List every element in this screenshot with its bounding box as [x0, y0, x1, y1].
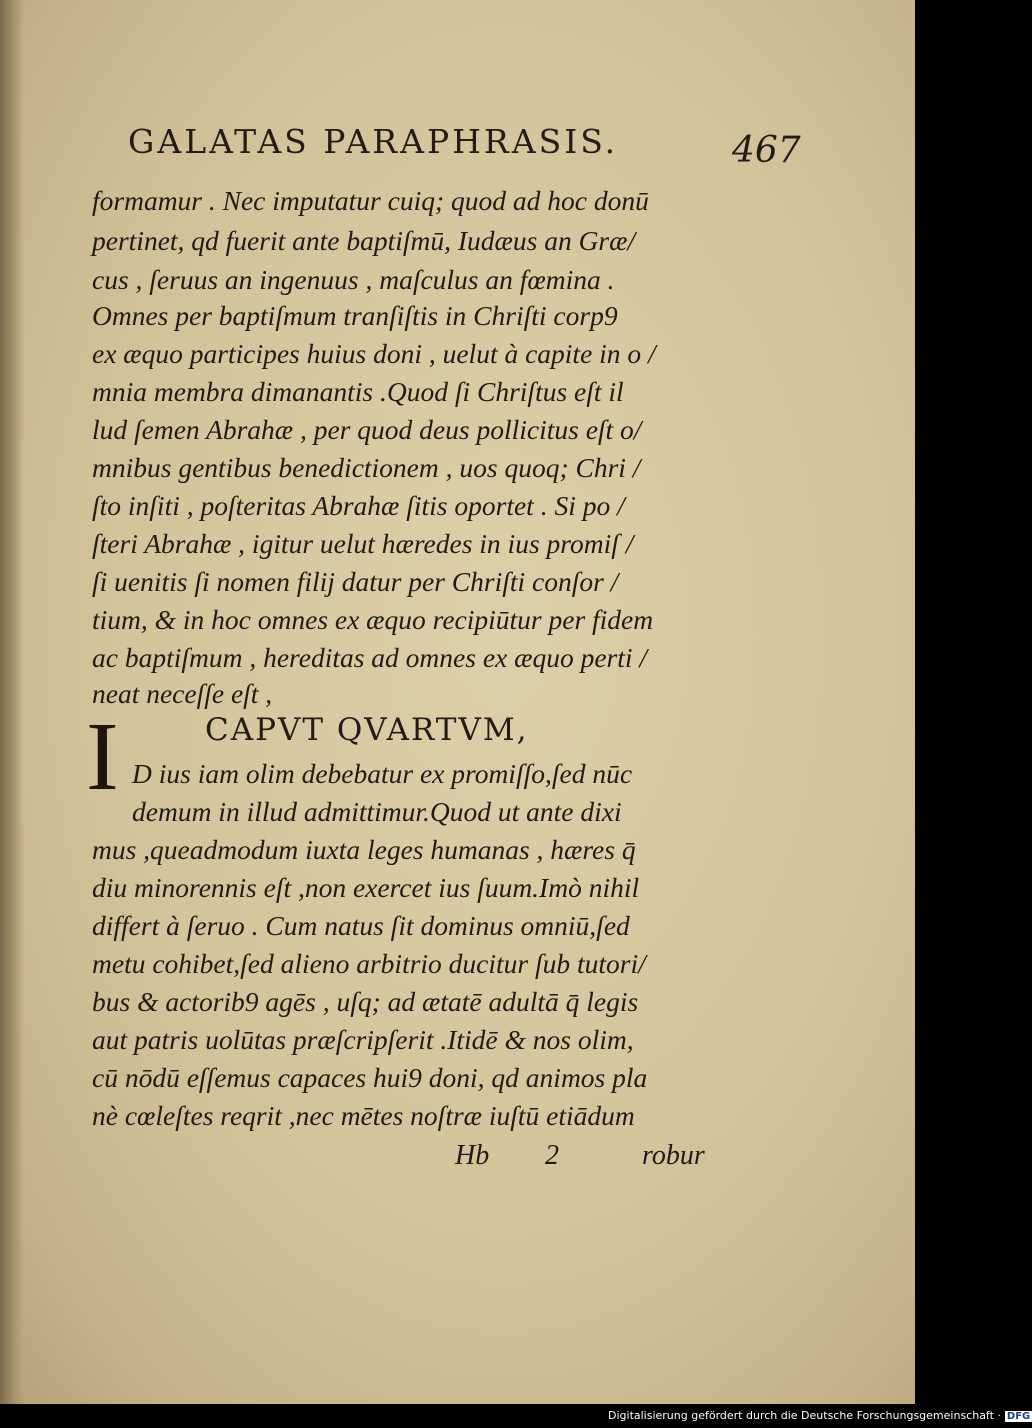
- page-gutter-shadow: [0, 0, 24, 1404]
- running-title: GALATAS PARAPHRASIS.: [128, 122, 619, 161]
- chapter-line: demum in illud admittimur.Quod ut ante dixi: [132, 796, 622, 827]
- chapter-line: diu minorennis eſt ,non exercet ius ſuum.Imò nihil: [92, 872, 640, 903]
- chapter-line: metu cohibet,ſed alieno arbitrio ducitur ſub tutori/: [92, 948, 646, 979]
- body-line: cus , ſeruus an ingenuus , maſculus an fœmina .: [92, 264, 615, 295]
- signature-number: 2: [545, 1140, 559, 1171]
- body-line: ſteri Abrahæ , igitur uelut hæredes in ius promiſ /: [92, 528, 634, 559]
- credit-text: Digitalisierung gefördert durch die Deutsche Forschungsgemeinschaft ·: [608, 1409, 1001, 1422]
- body-line: lud ſemen Abrahæ , per quod deus pollicitus eſt o/: [92, 414, 642, 445]
- chapter-line: cū nōdū eſſemus capaces hui9 doni, qd animos pla: [92, 1062, 648, 1093]
- catchword: robur: [642, 1140, 705, 1171]
- body-line: neat neceſſe eſt ,: [92, 678, 273, 709]
- chapter-line: bus & actorib9 agēs , uſq; ad ætatē adultā q̄ legis: [92, 986, 639, 1017]
- chapter-line: mus ,queadmodum iuxta leges humanas , hæres q̄: [92, 834, 636, 865]
- dfg-logo: DFG: [1006, 1411, 1031, 1422]
- body-line: ac baptiſmum , hereditas ad omnes ex æquo perti /: [92, 642, 648, 673]
- chapter-line: D ius iam olim debebatur ex promiſſo,ſed nūc: [132, 758, 633, 789]
- chapter-line: nè cœleſtes reqrit ,nec mētes noſtræ iuſtū etiādum: [92, 1100, 635, 1131]
- body-line: formamur . Nec imputatur cuiq; quod ad hoc donū: [92, 185, 649, 216]
- body-line: mnia membra dimanantis .Quod ſi Chriſtus eſt il: [92, 376, 624, 407]
- body-line: Omnes per baptiſmum tranſiſtis in Chriſti corp9: [92, 300, 618, 331]
- chapter-heading: CAPVT QVARTVM,: [205, 712, 529, 748]
- body-line: mnibus gentibus benedictionem , uos quoq; Chri /: [92, 452, 641, 483]
- page-number: 467: [732, 130, 801, 171]
- decorated-initial: I: [86, 703, 119, 811]
- body-line: ſto inſiti , poſteritas Abrahæ ſitis oportet . Si po /: [92, 490, 625, 521]
- digitization-credit: [608, 1409, 1032, 1422]
- signature-mark: Hb: [455, 1140, 490, 1171]
- body-line: tium, & in hoc omnes ex æquo recipiūtur per fidem: [92, 604, 654, 635]
- body-line: ex æquo participes huius doni , uelut à capite in o /: [92, 338, 656, 369]
- chapter-line: differt à ſeruo . Cum natus ſit dominus omniū,ſed: [92, 910, 630, 941]
- chapter-line: aut patris uolūtas præſcripſerit .Itidē & nos olim,: [92, 1024, 634, 1055]
- body-line: pertinet, qd fuerit ante baptiſmū, Iudæus an Græ/: [92, 225, 636, 256]
- body-line: ſi uenitis ſi nomen filij datur per Chriſti conſor /: [92, 566, 619, 597]
